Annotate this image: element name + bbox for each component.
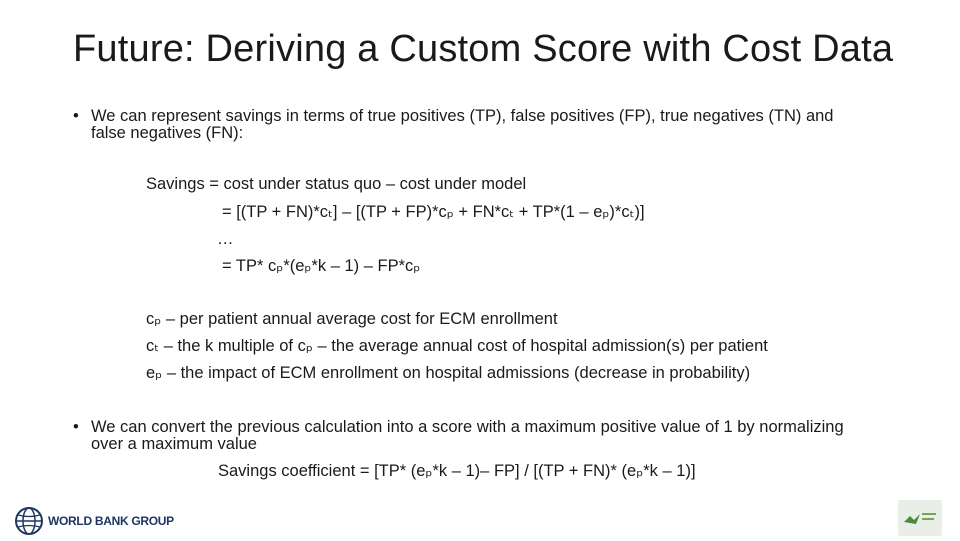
bullet-item: [73, 108, 866, 142]
bullet-dot: •: [73, 107, 79, 125]
equation-line: = [(TP + FN)*cₜ] – [(TP + FP)*cₚ + FN*cₜ + TP*(1 – eₚ)*cₜ)]: [222, 203, 645, 221]
bullet-dot: •: [73, 418, 79, 436]
partner-logo: [898, 500, 942, 536]
equation-line: Savings = cost under status quo – cost under model: [146, 175, 527, 193]
partner-logo-icon: [898, 500, 942, 536]
definition-ct: cₜ – the k multiple of cₚ – the average annual cost of hospital admission(s) per patient: [146, 337, 768, 355]
equation-line: Savings coefficient = [TP* (eₚ*k – 1)– FP] / [(TP + FN)* (eₚ*k – 1)]: [218, 462, 696, 480]
logo-text: WORLD BANK GROUP: [48, 514, 174, 528]
world-bank-logo: [14, 506, 174, 536]
bullet-item: [73, 419, 866, 453]
equation-line: = TP* cₚ*(eₚ*k – 1) – FP*cₚ: [222, 257, 421, 275]
bullet-text: We can convert the previous calculation into a score with a maximum positive value of 1 by normalizing over a maximum value: [91, 418, 844, 453]
equation-ellipsis: …: [217, 230, 234, 248]
globe-icon: [14, 506, 44, 536]
bullet-text: We can represent savings in terms of true positives (TP), false positives (FP), true negatives (TN) and false negatives (FN):: [91, 107, 834, 142]
slide-title: Future: Deriving a Custom Score with Cost Data: [73, 28, 894, 70]
definition-cp: cₚ – per patient annual average cost for ECM enrollment: [146, 310, 558, 328]
definition-ep: eₚ – the impact of ECM enrollment on hospital admissions (decrease in probability): [146, 364, 751, 382]
